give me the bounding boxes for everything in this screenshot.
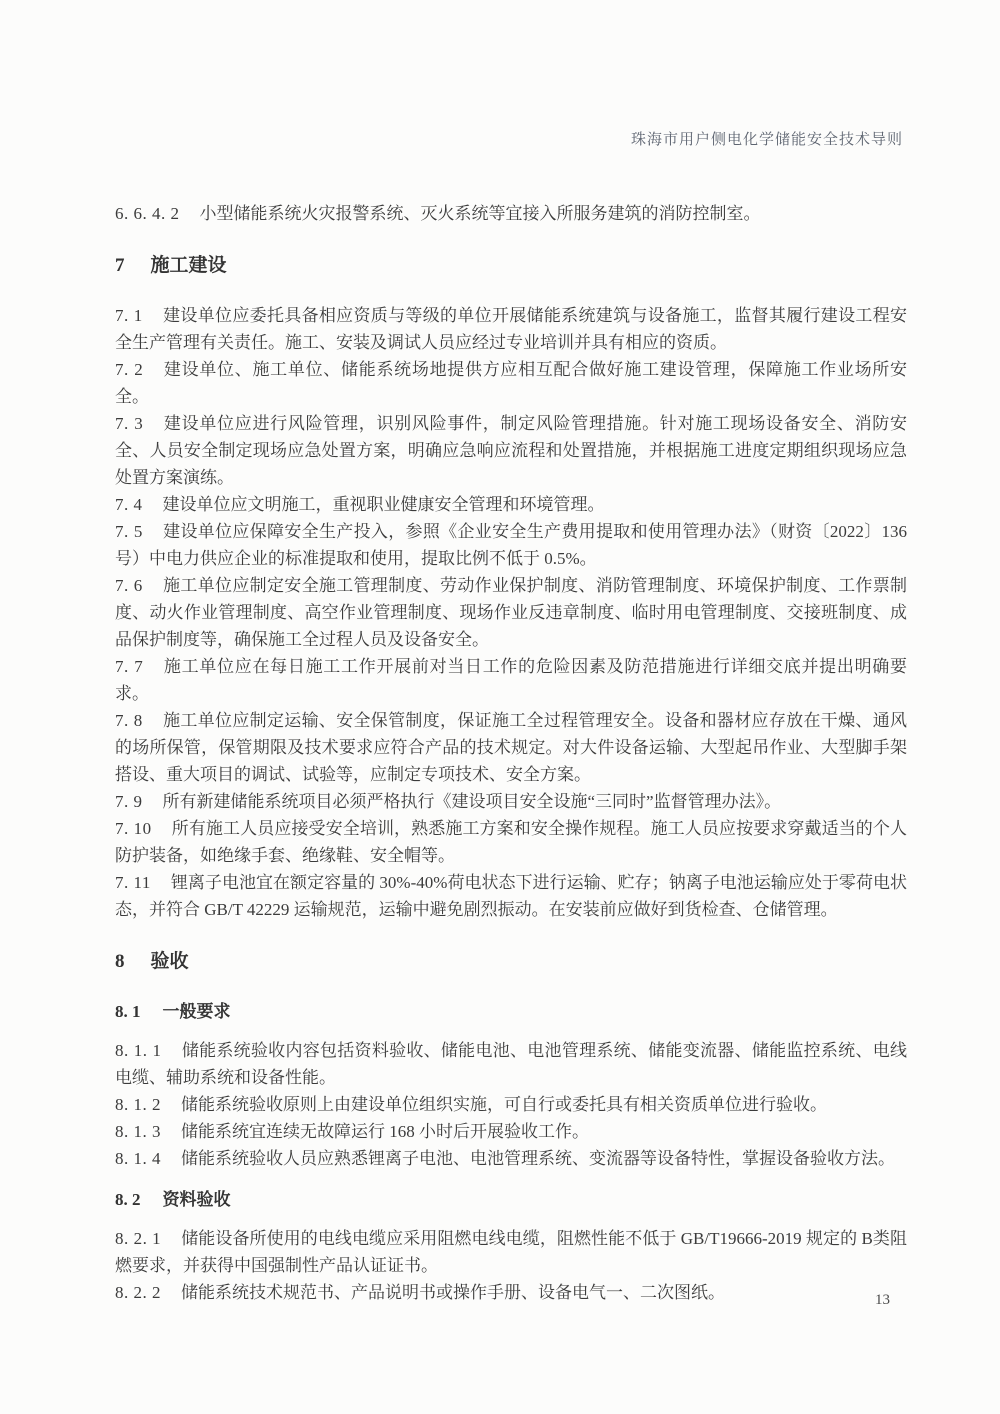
- document-title: 珠海市用户侧电化学储能安全技术导则: [630, 132, 903, 148]
- clause-text: 施工单位应制定运输、安全保管制度，保证施工全过程管理安全。设备和器材应存放在干燥、通风的场所保管，保管期限及技术要求应符合产品的技术规定。对大件设备运输、大型起吊作业、大型脚手架搭设、重大项目的调试、试验等，应制定专项技术、安全方案。: [115, 711, 908, 784]
- clause-text: 建设单位应委托具备相应资质与等级的单位开展储能系统建筑与设备施工，监督其履行建设工程安全生产管理有关责任。施工、安装及调试人员应经过专业培训并具有相应的资质。: [115, 306, 908, 352]
- subsection-heading: [115, 998, 907, 1025]
- clause-number: 7. 7: [115, 657, 144, 676]
- clause: [115, 869, 907, 923]
- clause-number: 7. 1: [115, 306, 143, 325]
- clause: [115, 1118, 907, 1145]
- clause: [115, 788, 907, 815]
- clause: [115, 1225, 907, 1279]
- clause-number: 8. 1: [115, 1002, 141, 1021]
- clause-text: 储能系统技术规范书、产品说明书或操作手册、设备电气一、二次图纸。: [181, 1283, 725, 1302]
- clause-number: 8. 1. 3: [115, 1122, 161, 1141]
- clause: [115, 491, 907, 518]
- running-header: [115, 128, 903, 149]
- clause: [115, 356, 907, 410]
- clause-text: 储能系统验收内容包括资料验收、储能电池、电池管理系统、储能变流器、储能监控系统、电线电缆、辅助系统和设备性能。: [115, 1041, 907, 1087]
- clause: [115, 1145, 907, 1172]
- clause-number: 7. 10: [115, 819, 152, 838]
- clause-number: 8. 2. 2: [115, 1283, 161, 1302]
- document-body: [115, 200, 907, 1306]
- clause-text: 储能系统宜连续无故障运行 168 小时后开展验收工作。: [181, 1122, 589, 1141]
- page-footer: [0, 1292, 890, 1309]
- clause: [115, 815, 907, 869]
- clause-number: 7. 9: [115, 792, 143, 811]
- clause: [115, 572, 907, 653]
- clause-text: 储能系统验收人员应熟悉锂离子电池、电池管理系统、变流器等设备特性，掌握设备验收方法。: [181, 1149, 895, 1168]
- clause-number: 6. 6. 4. 2: [115, 204, 180, 223]
- clause-number: 8: [115, 951, 125, 972]
- page-number: 13: [875, 1292, 890, 1308]
- clause-text: 建设单位应文明施工，重视职业健康安全管理和环境管理。: [162, 495, 605, 514]
- clause-number: 7. 2: [115, 360, 144, 379]
- clause-text: 储能设备所使用的电线电缆应采用阻燃电线电缆，阻燃性能不低于 GB/T19666-2019 规定的 B类阻燃要求，并获得中国强制性产品认证证书。: [115, 1229, 907, 1275]
- section-heading: [115, 252, 907, 279]
- clause-text: 资料验收: [162, 1190, 231, 1209]
- clause-text: 所有新建储能系统项目必须严格执行《建设项目安全设施“三同时”监督管理办法》。: [162, 792, 782, 811]
- clause-text: 建设单位应保障安全生产投入，参照《企业安全生产费用提取和使用管理办法》（财资〔2022〕136 号）中电力供应企业的标准提取和使用，提取比例不低于 0.5%。: [115, 522, 908, 568]
- clause-number: 7. 3: [115, 414, 144, 433]
- clause: [115, 518, 907, 572]
- clause-text: 储能系统验收原则上由建设单位组织实施，可自行或委托具有相关资质单位进行验收。: [181, 1095, 827, 1114]
- section-heading: [115, 948, 907, 975]
- clause-number: 8. 1. 4: [115, 1149, 161, 1168]
- clause-number: 7. 8: [115, 711, 143, 730]
- clause-text: 建设单位应进行风险管理，识别风险事件，制定风险管理措施。针对施工现场设备安全、消防安全、人员安全制定现场应急处置方案，明确应急响应流程和处置措施，并根据施工进度定期组织现场应急处置方案演练。: [115, 414, 908, 487]
- clause-number: 7: [115, 255, 125, 276]
- clause: [115, 200, 907, 227]
- clause-text: 施工建设: [150, 255, 227, 276]
- clause-text: 施工单位应在每日施工工作开展前对当日工作的危险因素及防范措施进行详细交底并提出明确要求。: [115, 657, 908, 703]
- clause: [115, 410, 907, 491]
- clause-number: 8. 2: [115, 1190, 141, 1209]
- clause-text: 小型储能系统火灾报警系统、灭火系统等宜接入所服务建筑的消防控制室。: [199, 204, 761, 223]
- clause-text: 一般要求: [162, 1002, 231, 1021]
- clause-number: 7. 6: [115, 576, 143, 595]
- clause-number: 8. 1. 1: [115, 1041, 162, 1060]
- clause-text: 验收: [150, 951, 189, 972]
- clause: [115, 653, 907, 707]
- clause: [115, 302, 907, 356]
- clause-number: 7. 4: [115, 495, 143, 514]
- clause: [115, 1037, 907, 1091]
- clause-text: 所有施工人员应接受安全培训，熟悉施工方案和安全操作规程。施工人员应按要求穿戴适当的个人防护装备，如绝缘手套、绝缘鞋、安全帽等。: [115, 819, 908, 865]
- clause-text: 建设单位、施工单位、储能系统场地提供方应相互配合做好施工建设管理，保障施工作业场所安全。: [115, 360, 908, 406]
- subsection-heading: [115, 1186, 907, 1213]
- clause-number: 7. 5: [115, 522, 143, 541]
- clause: [115, 707, 907, 788]
- clause-text: 施工单位应制定安全施工管理制度、劳动作业保护制度、消防管理制度、环境保护制度、工作票制度、动火作业管理制度、高空作业管理制度、现场作业反违章制度、临时用电管理制度、交接班制度、成品保护制度等，确保施工全过程人员及设备安全。: [115, 576, 908, 649]
- clause-text: 锂离子电池宜在额定容量的 30%-40%荷电状态下进行运输、贮存；钠离子电池运输应处于零荷电状态，并符合 GB/T 42229 运输规范，运输中避免剧烈振动。在安装前应做好到货检查、仓储管理。: [115, 873, 907, 919]
- clause-number: 8. 2. 1: [115, 1229, 162, 1248]
- clause-number: 7. 11: [115, 873, 151, 892]
- clause: [115, 1091, 907, 1118]
- clause-number: 8. 1. 2: [115, 1095, 161, 1114]
